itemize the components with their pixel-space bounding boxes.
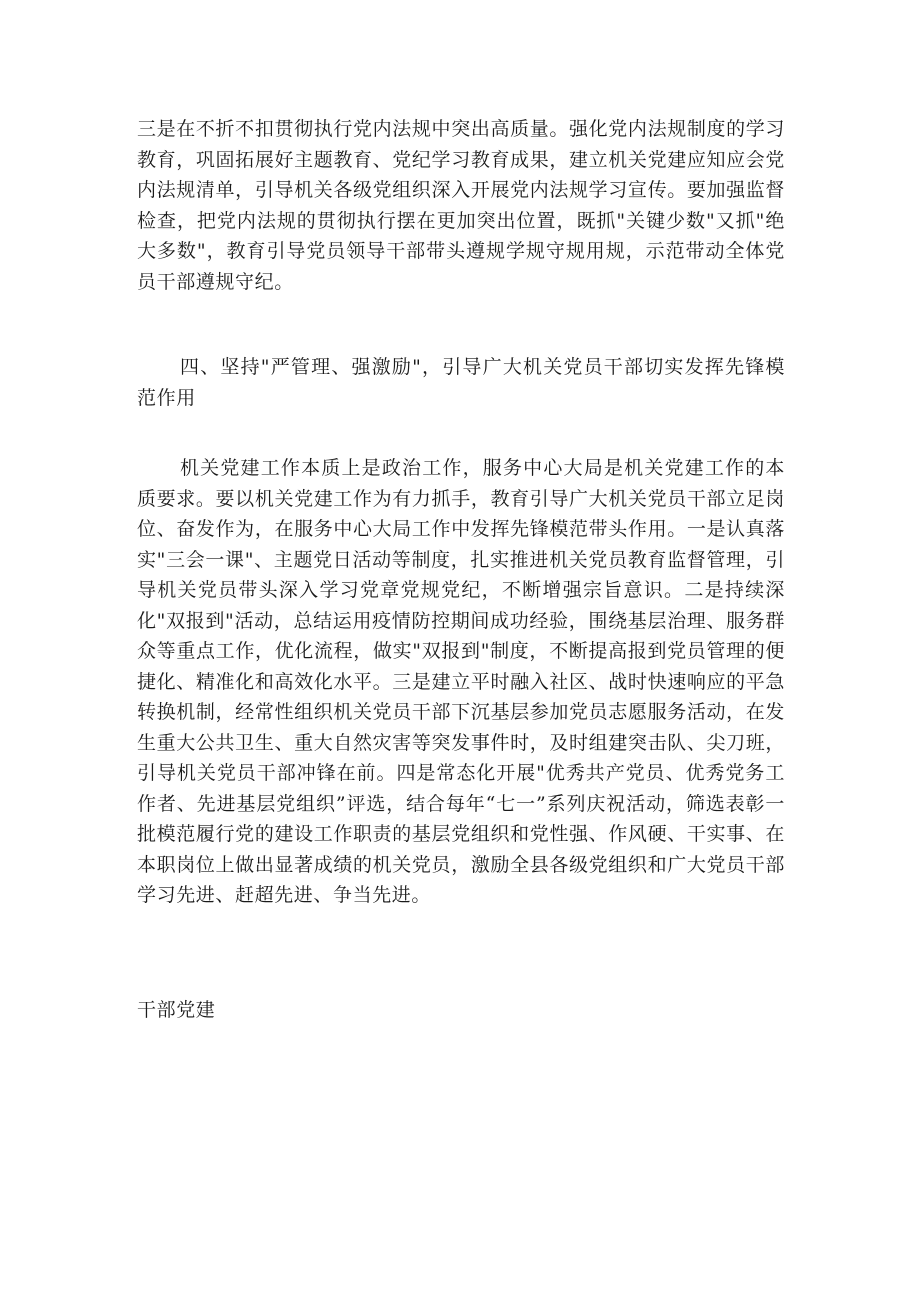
section-heading-four: 四、坚持"严管理、强激励"，引导广大机关党员干部切实发挥先锋模范作用 — [137, 356, 785, 409]
paragraph-party-building-work: 机关党建工作本质上是政治工作，服务中心大局是机关党建工作的本质要求。要以机关党建工作为有力抓手，教育引导广大机关党员干部立足岗位、奋发作为，在服务中心大局工作中发挥先锋模范带头作用。一是认真落实"三会一课"、主题党日活动等制度，扎实推进机关党员教育监督管理，引导机关党员带头深入学习党章党规党纪，不断增强宗旨意识。二是持续深化"双报到"活动，总结运用疫情防控期间成功经验，围绕基层治理、服务群众等重点工作，优化流程，做实"双报到"制度，不断提高报到党员管理的便捷化、精准化和高效化水平。三是建立平时融入社区、战时快速响应的平急转换机制，经常性组织机关党员干部下沉基层参加党员志愿服务活动，在发生重大公共卫生、重大自然灾害等突发事件时，及时组建突击队、尖刀班，引导机关党员干部冲锋在前。四是常态化开展"优秀共产党员、优秀党务工作者、先进基层党组织”评选，结合每年“七一”系列庆祝活动，筛选表彰一批模范履行党的建设工作职责的基层党组织和党性强、作风硬、干实事、在本职岗位上做出显著成绩的机关党员，激励全县各级党组织和广大党员干部学习先进、赶超先进、争当先进。 — [137, 457, 785, 906]
category-tag-text: 干部党建 — [137, 999, 216, 1021]
paragraph-party-regulations: 三是在不折不扣贯彻执行党内法规中突出高质量。强化党内法规制度的学习教育，巩固拓展好主题教育、党纪学习教育成果，建立机关党建应知应会党内法规清单，引导机关各级党组织深入开展党内法规学习宣传。要加强监督检查，把党内法规的贯彻执行摆在更加突出位置，既抓"关键少数"又抓"绝大多数"，教育引导党员领导干部带头遵规学规守规用规，示范带动全体党员干部遵规守纪。 — [137, 118, 785, 293]
